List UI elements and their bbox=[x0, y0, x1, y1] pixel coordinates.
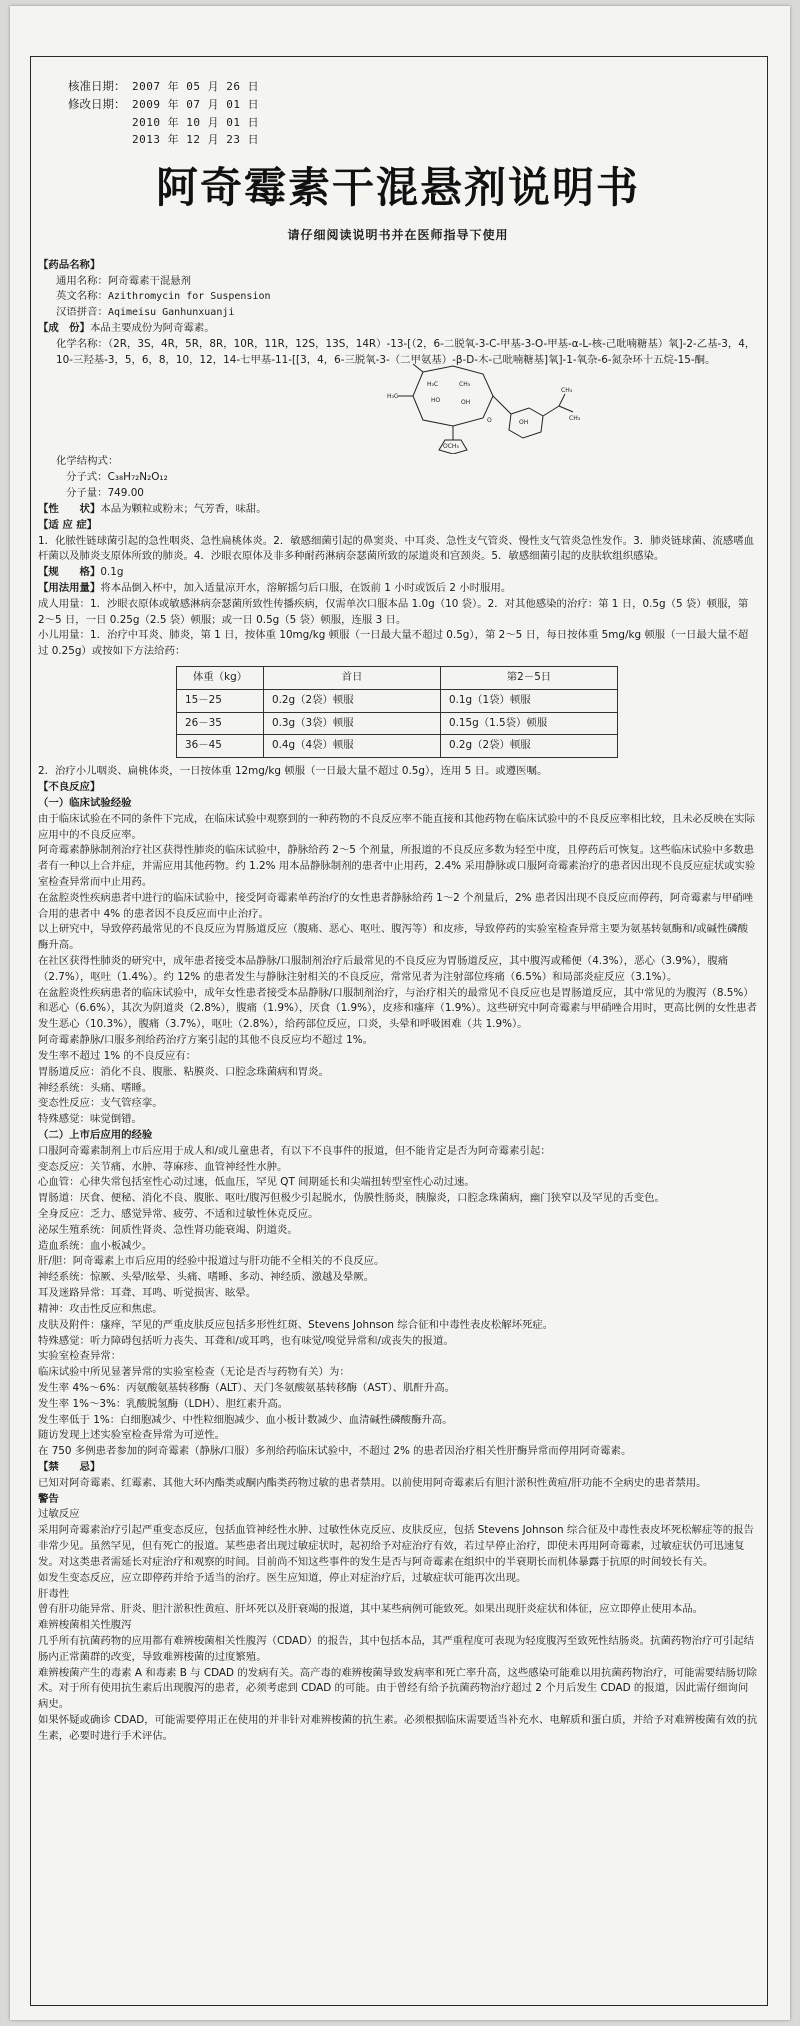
table-cell: 0.4g（4袋）顿服 bbox=[264, 735, 441, 758]
section-header-composition: 【成 份】 bbox=[38, 322, 90, 335]
child-dosage: 小儿用量：1．治疗中耳炎、肺炎，第 1 日，按体重 10mg/kg 顿服（一日最大量不超过 0.5g），第 2～5 日，每日按体重 5mg/kg 顿服（一日最大量不超过 0.25g）或按如下方法给药： bbox=[38, 629, 749, 658]
adverse-key: 变态性反应： bbox=[38, 1097, 101, 1110]
table-cell: 0.2g（2袋）顿服 bbox=[264, 689, 441, 712]
table-header: 首日 bbox=[264, 667, 441, 690]
adverse-value: 支气管痉挛。 bbox=[100, 1097, 163, 1110]
name-value: Aqimeisu Ganhunxuanji bbox=[107, 307, 235, 319]
subsection-clinical-trials: （一）临床试验经验 bbox=[38, 796, 132, 809]
subsection-post-marketing: （二）上市后应用的经验 bbox=[38, 1128, 153, 1141]
adverse-list-item bbox=[38, 1065, 758, 1081]
post-key: 肝/胆： bbox=[38, 1255, 73, 1268]
usage-line bbox=[38, 581, 758, 597]
usage-lead: 将本品倒入杯中，加入适量凉开水，溶解摇匀后口服，在饭前 1 小时或饭后 2 小时服用。 bbox=[100, 581, 512, 594]
table-header: 第2－5日 bbox=[441, 667, 618, 690]
adverse-list-item bbox=[38, 1081, 758, 1097]
post-key: 泌尿生殖系统： bbox=[38, 1223, 111, 1236]
post-list-item bbox=[38, 1239, 758, 1255]
structure-label: 化学结构式： bbox=[56, 455, 119, 468]
adverse-key: 胃肠道反应： bbox=[38, 1065, 101, 1078]
table-row bbox=[177, 735, 618, 758]
composition-lead: 本品主要成份为阿奇霉素。 bbox=[89, 322, 215, 335]
svg-text:CH₃: CH₃ bbox=[459, 381, 471, 389]
section-header-contraindications: 【禁 忌】 bbox=[38, 1461, 101, 1474]
post-list-item bbox=[38, 1254, 758, 1270]
svg-text:HO: HO bbox=[431, 397, 441, 405]
spec-line bbox=[38, 565, 758, 581]
indications-text: 1．化脓性链球菌引起的急性咽炎、急性扁桃体炎。2．敏感细菌引起的鼻窦炎、中耳炎、急性支气管炎、慢性支气管炎急性发作。3．肺炎链球菌、流感嗜血杆菌以及肺炎支原体所致的肺炎。4．沙眼衣原体及非多种耐药淋病奈瑟菌所致的尿道炎和宫颈炎。5．敏感细菌引起的皮肤软组织感染。 bbox=[38, 534, 754, 563]
adverse-paragraph: 由于临床试验在不同的条件下完成，在临床试验中观察到的一种药物的不良反应率不能直接和其他药物在临床试验中的不良反应率相比较，且未必反映在实际应用中的不良反应率。 bbox=[38, 812, 755, 841]
svg-text:H₃C: H₃C bbox=[427, 381, 439, 389]
section-header-warnings: 警告 bbox=[38, 1492, 59, 1505]
svg-text:H₃C: H₃C bbox=[387, 393, 399, 401]
composition-line bbox=[38, 321, 758, 337]
name-value: Azithromycin for Suspension bbox=[107, 291, 271, 303]
post-list-item bbox=[38, 1302, 758, 1318]
chem-label: 化学名称： bbox=[56, 337, 108, 350]
svg-text:OH: OH bbox=[461, 399, 471, 407]
post-key: 全身反应： bbox=[38, 1208, 90, 1221]
post-list-item bbox=[38, 1334, 758, 1350]
warning-text: 几乎所有抗菌药物的应用都有难辨梭菌相关性腹泻（CDAD）的报告，其中包括本品，其严重程度可表现为轻度腹泻至致死性结肠炎。抗菌药物治疗可引起结肠内正常菌群的改变，导致难辨梭菌的过度繁殖。 难辨梭菌产生的毒素 A 和毒素 B 与 CDAD 的发病有关。高产毒的难辨梭菌导致发病率和死亡率升高，这些感染可能难以用抗菌药物治疗，可能需要结肠切除术。对于所有使用抗生素后出现腹泻的患者，必须考虑到 CDAD 的可能。由于曾经有给予抗菌药物治疗超过 2 个月后发生 CDAD 的报道，因此需仔细询问病史。 如果怀疑或确诊 CDAD，可能需要停用正在使用的并非针对难辨梭菌的抗生素。必须根据临床需要适当补充水、电解质和蛋白质，并给予对难辨梭菌有效的抗生素，必要时进行手术评估。 bbox=[38, 1634, 758, 1742]
table-cell: 26－35 bbox=[177, 712, 264, 735]
post-key: 胃肠道： bbox=[38, 1192, 80, 1205]
lab-intro: 临床试验中所见显著异常的实验室检查（无论是否与药物有关）为： bbox=[38, 1366, 350, 1379]
name-item bbox=[38, 289, 758, 305]
post-value: 厌食、便秘、消化不良、腹胀、呕吐/腹泻但极少引起脱水，伪膜性肠炎，胰腺炎，口腔念珠菌病，幽门狭窄以及罕见的舌变色。 bbox=[79, 1192, 665, 1205]
post-value: 乏力、感觉异常、疲劳、不适和过敏性休克反应。 bbox=[89, 1208, 319, 1221]
spec-text: 0.1g bbox=[100, 566, 124, 579]
post-key: 心血管： bbox=[38, 1176, 80, 1189]
adverse-key: 神经系统： bbox=[38, 1081, 90, 1094]
adult-dosage: 成人用量：1．沙眼衣原体或敏感淋病奈瑟菌所致性传播疾病，仅需单次口服本品 1.0g（10 袋）。2．对其他感染的治疗：第 1 日，0.5g（5 袋）顿服，第 2～5 日，一日 0.25g（2.5 袋）顿服；或一日 0.5g（5 袋）顿服，连服 3 日。 bbox=[38, 597, 749, 626]
adverse-value: 头痛、嗜睡。 bbox=[89, 1081, 153, 1094]
dosage-table bbox=[176, 666, 618, 758]
svg-text:O: O bbox=[487, 417, 492, 425]
post-list-item bbox=[38, 1191, 758, 1207]
post-value: 耳聋、耳鸣、听觉损害、眩晕。 bbox=[110, 1287, 257, 1300]
table-row bbox=[177, 689, 618, 712]
warning-text: 采用阿奇霉素治疗引起严重变态反应，包括血管神经性水肿、过敏性休克反应、皮肤反应，包括 Stevens Johnson 综合征及中毒性表皮坏死松解症等的报告非常少见。虽然罕见，但有死亡的报道。某些患者出现过敏症状时，起初给予对症治疗有效，若过早停止治疗，即使未再用阿奇霉素，过敏症状仍可迅速复发。对这类患者需延长对症治疗和观察的时间。目前尚不知这些事件的发生是否与阿奇霉素在组织中的半衰期长而机体暴露于抗原的时间较长有关。 如发生变态反应，应立即停药并给予适当的治疗。医生应知道，停止对症治疗后，过敏症状可能再次出现。 bbox=[38, 1524, 754, 1584]
svg-text:OCH₃: OCH₃ bbox=[443, 443, 459, 451]
adverse-paragraph: 在盆腔炎性疾病患者的临床试验中，成年女性患者接受本品静脉/口服制剂治疗，与治疗相关的最常见不良反应也是胃肠道反应，其中常见的为腹泻（8.5%）和恶心（6.6%），其次为阴道炎（2.8%），腹痛（1.9%），厌食（1.9%），皮疹和瘙痒（1.9%）。这些研究中阿奇霉素与甲硝唑合用时，更高比例的女性患者发生恶心（10.3%），腹痛（3.7%），呕吐（2.8%），给药部位反应，口炎，头晕和呼吸困难（共 1.9%）。 bbox=[38, 986, 758, 1031]
formula-value: C₃₈H₇₂N₂O₁₂ bbox=[107, 471, 168, 484]
formula-label: 分子式： bbox=[66, 471, 108, 484]
approval-dates bbox=[68, 78, 758, 148]
table-cell: 0.15g（1.5袋）顿服 bbox=[441, 712, 618, 735]
date-value: 2013 年 12 月 23 日 bbox=[132, 132, 260, 146]
adverse-paragraph: 在盆腔炎性疾病患者中进行的临床试验中，接受阿奇霉素单药治疗的女性患者静脉给药 1～2 个剂量后，2% 患者因出现不良反应而停药，阿奇霉素与甲硝唑合用的患者中 4% 的患者因不良反应而中止治疗。 bbox=[38, 891, 753, 920]
post-value: 瘙痒，罕见的严重皮肤反应包括多形性红斑、Stevens Johnson 综合征和中毒性表皮松解坏死症。 bbox=[100, 1318, 554, 1331]
table-row bbox=[177, 712, 618, 735]
post-value: 间质性肾炎、急性肾功能衰竭、阴道炎。 bbox=[110, 1223, 298, 1236]
lab-item: 在 750 多例患者参加的阿奇霉素（静脉/口服）多剂给药临床试验中，不超过 2% 的患者因治疗相关性肝酶异常而停用阿奇霉素。 bbox=[38, 1445, 632, 1458]
post-value: 关节痛、水肿、荨麻疹、血管神经性水肿。 bbox=[89, 1160, 288, 1173]
adverse-list-item bbox=[38, 1096, 758, 1112]
section-header-name: 【药品名称】 bbox=[38, 258, 101, 271]
lab-item: 发生率低于 1%：白细胞减少、中性粒细胞减少、血小板计数减少、血清碱性磷酸酶升高。 bbox=[38, 1413, 453, 1426]
date-label bbox=[68, 114, 132, 131]
post-key: 耳及迷路异常： bbox=[38, 1287, 111, 1300]
post-list-item bbox=[38, 1160, 758, 1176]
post-list-item bbox=[38, 1223, 758, 1239]
table-cell: 0.2g（2袋）顿服 bbox=[441, 735, 618, 758]
name-value: 阿奇霉素干混悬剂 bbox=[107, 274, 192, 287]
post-value: 阿奇霉素上市后应用的经验中报道过与肝功能不全相关的不良反应。 bbox=[72, 1255, 385, 1268]
mw-row bbox=[38, 486, 758, 502]
adverse-list-item bbox=[38, 1112, 758, 1128]
child-dosage-2: 2．治疗小儿咽炎、扁桃体炎，一日按体重 12mg/kg 顿服（一日最大量不超过 0.5g），连用 5 日。或遵医嘱。 bbox=[38, 765, 548, 778]
name-item bbox=[38, 305, 758, 321]
lab-lead: 实验室检查异常： bbox=[38, 1350, 122, 1363]
adverse-paragraph: 阿奇霉素静脉/口服多剂给药治疗方案引起的其他不良反应均不超过 1%。 bbox=[38, 1034, 374, 1047]
warning-title: 难辨梭菌相关性腹泻 bbox=[38, 1619, 132, 1632]
post-list-item bbox=[38, 1270, 758, 1286]
post-list-item bbox=[38, 1318, 758, 1334]
lab-item: 随访发现上述实验室检查异常为可逆性。 bbox=[38, 1429, 226, 1442]
post-key: 特殊感觉： bbox=[38, 1334, 90, 1347]
warning-title: 肝毒性 bbox=[38, 1587, 70, 1600]
date-label: 核准日期： bbox=[68, 79, 126, 93]
date-value: 2007 年 05 月 26 日 bbox=[132, 80, 260, 93]
section-header-character: 【性 状】 bbox=[38, 502, 101, 515]
structure-area bbox=[38, 368, 758, 454]
character-line bbox=[38, 502, 758, 518]
lab-item: 发生率 1%～3%：乳酸脱氢酶（LDH）、胆红素升高。 bbox=[38, 1397, 289, 1410]
contraindications-text: 已知对阿奇霉素、红霉素、其他大环内酯类或酮内酯类药物过敏的患者禁用。以前使用阿奇霉素后有胆汁淤积性黄疸/肝功能不全病史的患者禁用。 bbox=[38, 1476, 707, 1489]
section-header-spec: 【规 格】 bbox=[38, 566, 101, 579]
document-title: 阿奇霉素干混悬剂说明书 bbox=[155, 162, 640, 212]
post-key: 精神： bbox=[38, 1302, 70, 1315]
table-header: 体重（kg） bbox=[177, 667, 264, 690]
svg-text:CH₃: CH₃ bbox=[561, 387, 573, 395]
section-header-usage: 【用法用量】 bbox=[38, 581, 101, 594]
chem-text: （2R，3S，4R，5R，8R，10R，11R，12S，13S，14R）-13-[（2，6-二脱氧-3-C-甲基-3-O-甲基-α-L-核-己吡喃糖基）氧]-2-乙基-3，4，10-三羟基-3，5，6，8，10，12，14-七甲基-11-[[3，4，6-三脱氧-3-（二甲氨基）-β-D-木-己吡喃糖基]氧]-1-氧杂-6-氮杂环十五烷-15-酮。 bbox=[56, 337, 756, 366]
post-key: 神经系统： bbox=[38, 1271, 90, 1284]
post-key: 皮肤及附件： bbox=[38, 1318, 101, 1331]
table-cell: 36－45 bbox=[177, 735, 264, 758]
post-value: 血小板减少。 bbox=[89, 1239, 153, 1252]
mw-value: 749.00 bbox=[107, 487, 144, 500]
svg-text:CH₃: CH₃ bbox=[569, 415, 581, 423]
adverse-paragraph: 阿奇霉素静脉制剂治疗社区获得性肺炎的临床试验中，静脉给药 2～5 个剂量，所报道的不良反应多数为轻至中度，且停药后可恢复。这些临床试验中多数患者有一种以上合并症，并需应用其他药物。约 1.2% 用本品静脉制剂的患者中止用药，2.4% 采用静脉或口服阿奇霉素治疗的患者因出现不良反应症状或实验室检查异常而中止用药。 bbox=[38, 844, 756, 888]
date-value: 2010 年 10 月 01 日 bbox=[132, 115, 260, 129]
adverse-paragraph: 以上研究中，导致停药最常见的不良反应为胃肠道反应（腹痛、恶心、呕吐、腹泻等）和皮疹，导致停药的实验室检查异常主要为氨基转氨酶和/或碱性磷酸酶升高。 bbox=[38, 923, 749, 952]
label-sheet bbox=[10, 6, 790, 2020]
warning-title: 过敏反应 bbox=[38, 1508, 80, 1521]
adverse-value: 味觉倒错。 bbox=[89, 1113, 142, 1126]
document-subtitle: 请仔细阅读说明书并在医师指导下使用 bbox=[287, 227, 509, 242]
svg-text:OH: OH bbox=[519, 419, 529, 427]
adverse-value: 消化不良、腹胀、粘膜炎、口腔念珠菌病和胃炎。 bbox=[100, 1065, 329, 1078]
chemical-structure-image bbox=[383, 362, 583, 454]
post-list-item bbox=[38, 1286, 758, 1302]
post-marketing-lead: 口服阿奇霉素制剂上市后应用于成人和/或儿童患者，有以下不良事件的报道，但不能肯定是否为阿奇霉素引起： bbox=[38, 1144, 551, 1157]
character-text: 本品为颗粒或粉末；气芳香，味甜。 bbox=[100, 502, 267, 515]
post-value: 惊厥、头晕/眩晕、头痛、嗜睡、多动、神经质、激越及晕厥。 bbox=[89, 1271, 374, 1284]
name-key: 英文名称： bbox=[56, 290, 108, 303]
table-cell: 0.3g（3袋）顿服 bbox=[264, 712, 441, 735]
table-cell: 15－25 bbox=[177, 689, 264, 712]
mw-label: 分子量： bbox=[66, 487, 108, 500]
post-value: 听力障碍包括听力丧失、耳聋和/或耳鸣，也有味觉/嗅觉异常和/或丧失的报道。 bbox=[89, 1334, 454, 1347]
document-content bbox=[38, 64, 758, 1745]
date-value: 2009 年 07 月 01 日 bbox=[132, 97, 260, 111]
post-list-item bbox=[38, 1175, 758, 1191]
formula-row bbox=[38, 470, 758, 486]
warning-text: 曾有肝功能异常、肝炎、胆汁淤积性黄疸、肝坏死以及肝衰竭的报道，其中某些病例可能致死。如果出现肝炎症状和体征，应立即停止使用本品。 bbox=[38, 1603, 703, 1616]
section-header-adverse: 【不良反应】 bbox=[38, 781, 101, 794]
date-label: 修改日期： bbox=[68, 96, 126, 111]
post-value: 心律失常包括室性心动过速，低血压，罕见 QT 间期延长和尖端扭转型室性心动过速。 bbox=[79, 1176, 475, 1189]
name-key: 汉语拼音： bbox=[56, 306, 108, 319]
date-label bbox=[68, 131, 132, 148]
adverse-key: 特殊感觉： bbox=[38, 1113, 90, 1126]
section-header-indications: 【适 应 症】 bbox=[38, 518, 98, 531]
post-value: 攻击性反应和焦虑。 bbox=[69, 1302, 163, 1315]
post-list-item bbox=[38, 1207, 758, 1223]
post-key: 造血系统： bbox=[38, 1239, 90, 1252]
name-key: 通用名称： bbox=[56, 274, 108, 287]
table-cell: 0.1g（1袋）顿服 bbox=[441, 689, 618, 712]
lab-item: 发生率 4%～6%：丙氨酸氨基转移酶（ALT）、天门冬氨酸氨基转移酶（AST）、肌酐升高。 bbox=[38, 1381, 456, 1394]
adverse-paragraph: 在社区获得性肺炎的研究中，成年患者接受本品静脉/口服制剂治疗后最常见的不良反应为胃肠道反应，其中腹泻或稀便（4.3%），恶心（3.9%），腹痛（2.7%），呕吐（1.4%）。约 12% 的患者发生与静脉注射相关的不良反应，常常见者为注射部位疼痛（6.5%）和局部炎症反应（3.1%）。 bbox=[38, 955, 729, 983]
adverse-paragraph: 发生率不超过 1% 的不良反应有： bbox=[38, 1049, 197, 1062]
post-key: 变态反应： bbox=[38, 1160, 90, 1173]
name-item bbox=[38, 274, 758, 290]
